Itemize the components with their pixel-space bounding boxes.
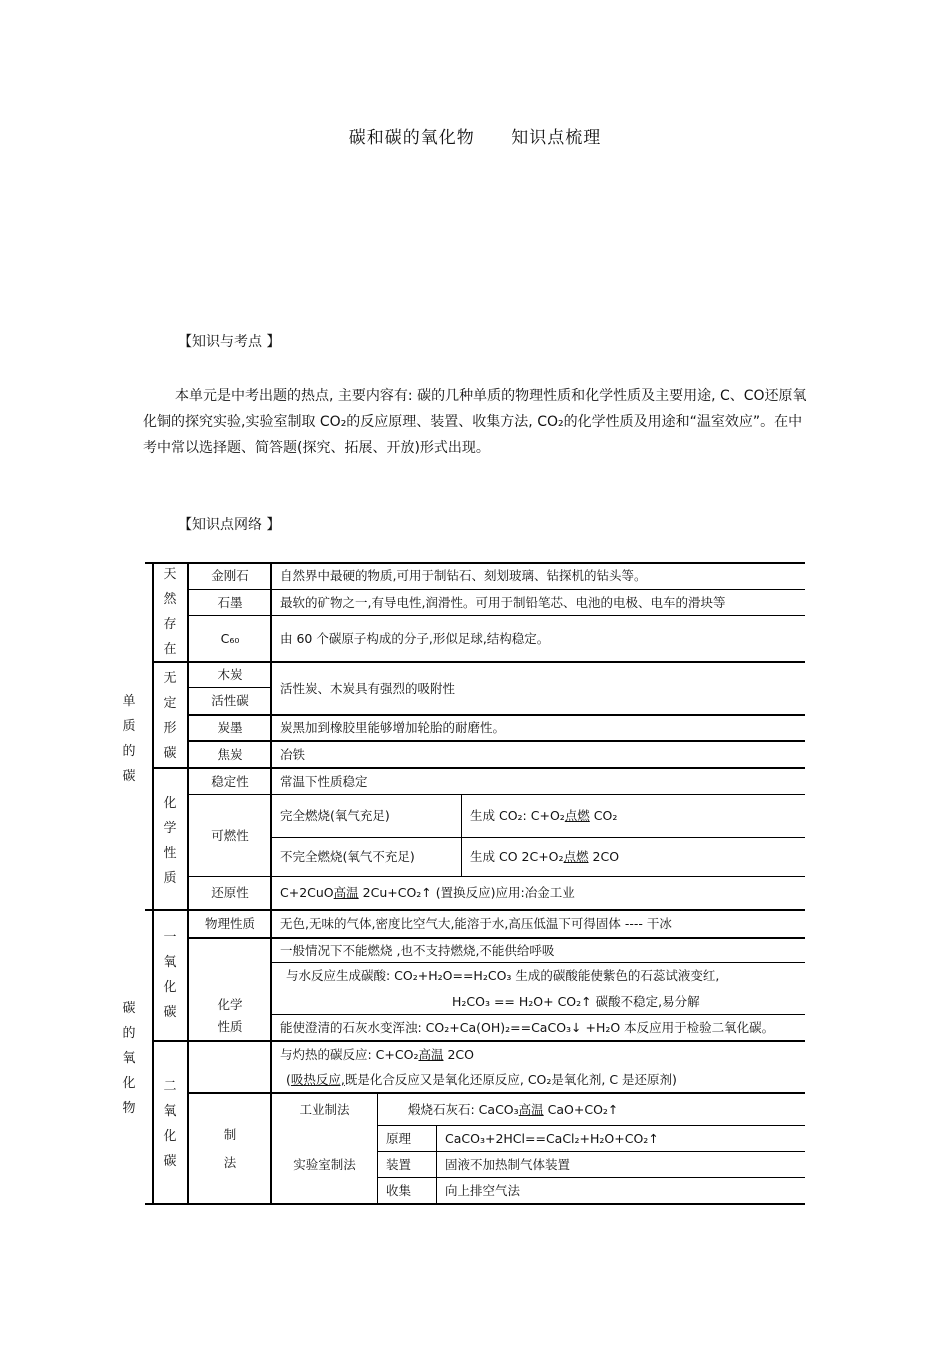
desc-graphite: 最软的矿物之一,有导电性,润滑性。可用于制铅笔芯、电池的电极、电车的滑块等	[280, 594, 726, 610]
label-incomplete-combustion: 不完全燃烧(氧气不充足)	[280, 849, 415, 864]
label-diamond: 金刚石	[211, 568, 249, 583]
desc-coke: 冶铁	[280, 746, 306, 762]
chem-row-limewater: 能使澄清的石灰水变浑浊: CO₂+Ca(OH)₂==CaCO₃↓ +H₂O 本反应用于检验二氧化碳。	[280, 1019, 775, 1035]
label-preparation	[189, 1094, 271, 1203]
label-stability: 稳定性	[211, 773, 249, 789]
desc-adsorption: 活性炭、木炭具有强烈的吸附性	[280, 680, 456, 696]
desc-stability: 常温下性质稳定	[280, 773, 368, 789]
chem-row-carbon	[272, 1042, 805, 1067]
group-carbon-oxides: 碳的氧化物	[122, 1001, 136, 1116]
subgroup-co: 一氧化碳	[163, 930, 177, 1020]
eq-text: CaO+CO₂↑	[547, 1101, 619, 1117]
eq-text: 与灼热的碳反应: C+CO₂	[280, 1046, 419, 1062]
subgroup-chemical: 化学性质	[163, 796, 177, 886]
label-industrial: 工业制法	[299, 1101, 350, 1117]
label-chemical-props-text: 化学性质	[217, 996, 243, 1034]
label-principle: 原理	[386, 1130, 412, 1146]
label-activated-carbon: 活性碳	[211, 693, 249, 708]
eq-text: 2Cu+CO₂↑ (置换反应)应用:冶金工业	[362, 885, 575, 900]
label-preparation-text: 制法	[223, 1126, 237, 1170]
eq-condition: 高温	[518, 1101, 544, 1117]
chem-row-carbon-note	[272, 1067, 805, 1092]
desc-apparatus: 固液不加热制气体装置	[445, 1156, 571, 1172]
note-text: 既是化合反应又是氧化还原反应, CO₂是氧化剂, C 是还原剂)	[344, 1071, 677, 1087]
label-charcoal: 木炭	[217, 667, 243, 682]
chem-row-combustion: 一般情况下不能燃烧 ,也不支持燃烧,不能供给呼吸	[280, 942, 555, 958]
subgroup-co2: 二氧化碳	[163, 1079, 177, 1169]
intro-text: 本单元是中考出题的热点, 主要内容有: 碳的几种单质的物理性质和化学性质及主要用途, C、CO还原氧化铜的探究实验,实验室制取 CO₂的反应原理、装置、收集方法, CO₂的化学性质及用途和“温室效应”。在中考中常以选择题、简答题(探究、拓展、开放)形式出现。	[143, 388, 807, 456]
label-coke: 焦炭	[217, 746, 243, 762]
group-elemental-carbon: 单质的碳	[122, 694, 136, 784]
eq-text: 生成 CO 2C+O₂	[470, 849, 564, 864]
label-apparatus: 装置	[386, 1156, 412, 1172]
intro-paragraph	[143, 383, 808, 461]
section-heading-network: 【知识点网络 】	[178, 517, 281, 533]
note-underlined: 吸热反应,	[290, 1071, 345, 1087]
eq-condition: 点燃	[564, 808, 590, 823]
label-complete-combustion: 完全燃烧(氧气充足)	[280, 808, 390, 823]
eq-text: 煅烧石灰石: CaCO₃	[408, 1101, 519, 1117]
label-collection: 收集	[386, 1182, 412, 1198]
chem-row-water-2: H₂CO₃ == H₂O+ CO₂↑ 碳酸不稳定,易分解	[452, 993, 700, 1009]
label-graphite: 石墨	[217, 594, 243, 610]
desc-diamond: 自然界中最硬的物质,可用于制钻石、刻划玻璃、钻探机的钻头等。	[280, 568, 647, 583]
eq-text: 生成 CO₂: C+O₂	[470, 808, 565, 823]
chem-row-water-1: 与水反应生成碳酸: CO₂+H₂O==H₂CO₃ 生成的碳酸能使紫色的石蕊试液变红,	[286, 968, 720, 983]
label-lab: 实验室制法	[293, 1156, 356, 1172]
desc-principle: CaCO₃+2HCl==CaCl₂+H₂O+CO₂↑	[445, 1130, 659, 1146]
eq-reduction	[272, 877, 805, 909]
eq-complete-combustion	[462, 795, 805, 837]
label-chemical-props	[189, 939, 271, 1092]
eq-text: 2CO	[592, 849, 620, 864]
eq-condition: 高温	[418, 1046, 444, 1062]
eq-incomplete-combustion	[462, 838, 805, 876]
eq-condition: 高温	[333, 885, 359, 900]
eq-text: 2CO	[447, 1046, 474, 1062]
eq-condition: 点燃	[563, 849, 589, 864]
label-combustibility: 可燃性	[211, 827, 249, 843]
label-carbon-black: 炭墨	[217, 720, 243, 735]
page-title: 碳和碳的氧化物 知识点梳理	[348, 128, 602, 148]
section-heading-knowledge: 【知识与考点 】	[178, 334, 281, 350]
eq-text: C+2CuO	[280, 885, 334, 900]
subgroup-amorphous: 无定形碳	[163, 671, 177, 761]
desc-c60: 由 60 个碳原子构成的分子,形似足球,结构稳定。	[280, 630, 550, 646]
note-text: (	[286, 1071, 291, 1087]
desc-physical: 无色,无味的气体,密度比空气大,能溶于水,高压低温下可得固体 ---- 干冰	[280, 916, 672, 931]
desc-collection: 向上排空气法	[445, 1182, 521, 1198]
desc-carbon-black: 炭黑加到橡胶里能够增加轮胎的耐磨性。	[280, 720, 506, 735]
eq-industrial	[378, 1094, 805, 1125]
subgroup-natural: 天然存在	[163, 567, 177, 657]
label-c60: C₆₀	[220, 630, 240, 646]
label-physical-props: 物理性质	[204, 916, 255, 931]
label-reducibility: 还原性	[211, 885, 249, 900]
eq-text: CO₂	[593, 808, 618, 823]
